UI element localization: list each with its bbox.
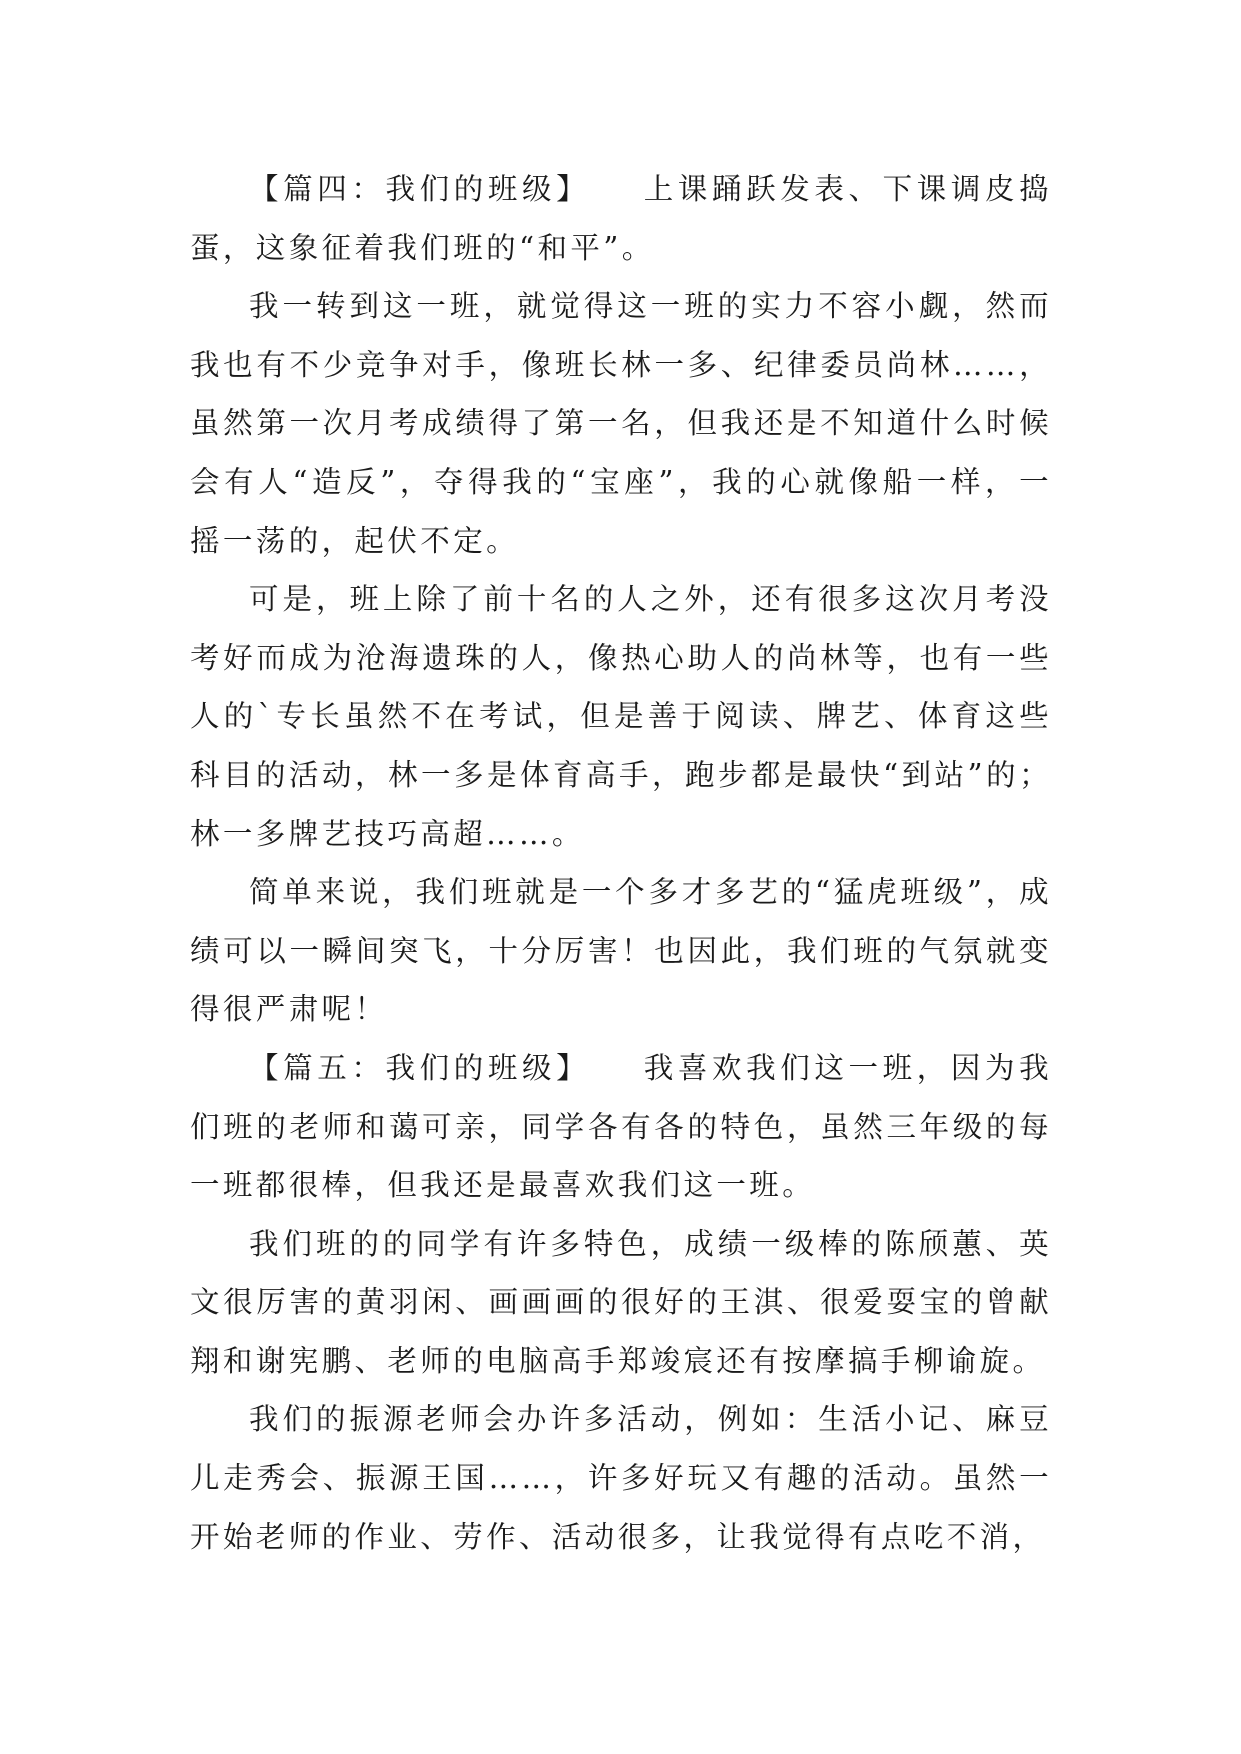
paragraph: 我一转到这一班，就觉得这一班的实力不容小觑，然而我也有不少竞争对手，像班长林一多、纪律委员尚林……，虽然第一次月考成绩得了第一名，但我还是不知道什么时候会有人“造反”，夺得我的“宝座”，我的心就像船一样，一摇一荡的，起伏不定。 [190,289,1052,558]
paragraph: 我们班的的同学有许多特色，成绩一级棒的陈颀蕙、英文很厉害的黄羽闲、画画画的很好的王淇、很爱耍宝的曾献翔和谢宪鹏、老师的电脑高手郑竣宸还有按摩搞手柳谕旋。 [190,1226,1052,1378]
paragraph: 我们的振源老师会办许多活动，例如：生活小记、麻豆儿走秀会、振源王国……，许多好玩又有趣的活动。虽然一开始老师的作业、劳作、活动很多，让我觉得有点吃不消， [190,1402,1052,1554]
paragraph: 简单来说，我们班就是一个多才多艺的“猛虎班级”，成绩可以一瞬间突飞，十分厉害！也因此，我们班的气氛就变得很严肃呢！ [190,875,1052,1027]
paragraph: 【篇五：我们的班级】 我喜欢我们这一班，因为我们班的老师和蔼可亲，同学各有各的特色，虽然三年级的每一班都很棒，但我还是最喜欢我们这一班。 [190,1050,1052,1203]
paragraph: 可是，班上除了前十名的人之外，还有很多这次月考没考好而成为沧海遗珠的人，像热心助人的尚林等，也有一些人的`专长虽然不在考试，但是善于阅读、牌艺、体育这些科目的活动，林一多是体育高手，跑步都是最快“到站”的；林一多牌艺技巧高超……。 [190,582,1052,851]
document-body [190,160,1052,1566]
paragraph: 【篇四：我们的班级】 上课踊跃发表、下课调皮捣蛋，这象征着我们班的“和平”。 [190,172,1052,265]
